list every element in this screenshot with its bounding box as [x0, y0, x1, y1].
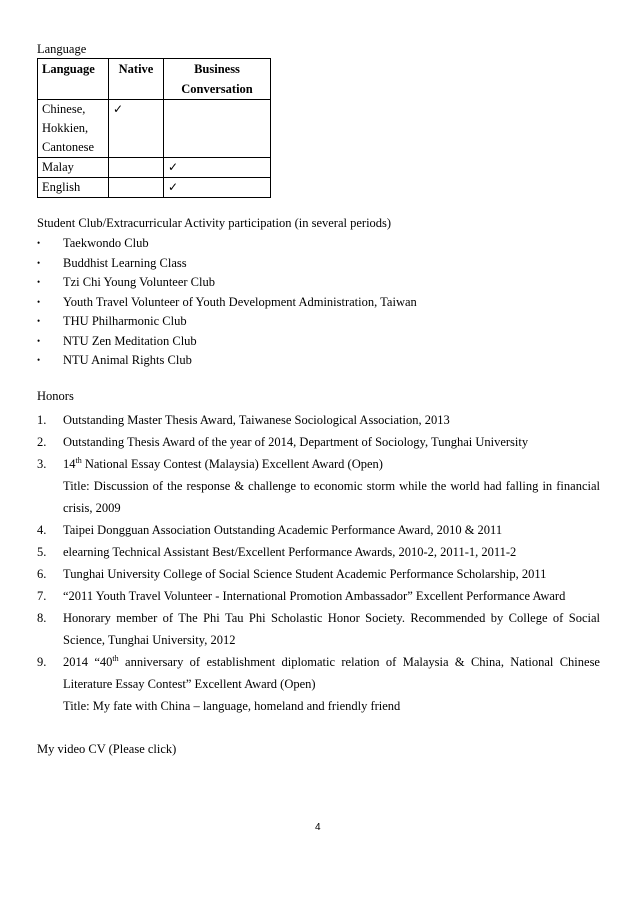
- table-header-row: [38, 59, 271, 100]
- list-item: 1. Outstanding Master Thesis Award, Taiwanese Sociological Association, 2013: [37, 413, 450, 427]
- bullet-icon: •: [37, 238, 41, 248]
- language-table: [37, 58, 271, 198]
- list-item: • Youth Travel Volunteer of Youth Development Administration, Taiwan: [37, 293, 417, 313]
- list-item: • THU Philharmonic Club: [37, 312, 417, 332]
- bullet-icon: •: [37, 257, 41, 268]
- list-item: 5. elearning Technical Assistant Best/Excellent Performance Awards, 2010-2, 2011-1, 2011-2: [37, 545, 517, 559]
- cell-native: [109, 178, 164, 198]
- clubs-list: [37, 234, 417, 371]
- video-cv-link[interactable]: My video CV (Please click): [37, 742, 177, 756]
- cell-language: Malay: [38, 158, 109, 178]
- cell-native: [109, 158, 164, 178]
- list-item: • NTU Zen Meditation Club: [37, 332, 417, 352]
- list-item: 9. 2014 “40th anniversary of establishment diplomatic relation of Malaysia & China, National Chinese Literature Essay Contest” Excellent Award (Open) Title: My fate with China – language, homeland and friendly friend: [37, 653, 600, 713]
- cell-native: [109, 100, 164, 158]
- page-number: 4: [315, 822, 321, 833]
- cell-business: [164, 178, 271, 198]
- list-item: • NTU Animal Rights Club: [37, 351, 417, 371]
- cell-business: [164, 100, 271, 158]
- check-mark-icon: ✓: [113, 102, 124, 116]
- list-item: 7. “2011 Youth Travel Volunteer - International Promotion Ambassador” Excellent Performance Award: [37, 589, 566, 603]
- honors-list: [37, 409, 600, 717]
- bullet-icon: •: [37, 355, 41, 365]
- list-item: 6. Tunghai University College of Social Science Student Academic Performance Scholarship, 2011: [37, 567, 547, 581]
- bullet-icon: •: [37, 296, 41, 307]
- cell-language: English: [38, 178, 109, 198]
- list-item: • Taekwondo Club: [37, 234, 417, 254]
- table-row: [38, 178, 271, 198]
- list-item: 4. Taipei Dongguan Association Outstanding Academic Performance Award, 2010 & 2011: [37, 523, 503, 537]
- cell-business: [164, 158, 271, 178]
- bullet-icon: •: [37, 335, 41, 346]
- check-mark-icon: ✓: [168, 160, 179, 174]
- header-language: Language: [38, 59, 109, 100]
- check-mark-icon: ✓: [168, 180, 179, 194]
- cell-language: Chinese, Hokkien, Cantonese: [38, 100, 109, 158]
- honors-heading: Honors: [37, 389, 74, 403]
- header-business-conversation: Business Conversation: [164, 59, 271, 100]
- bullet-icon: •: [37, 277, 41, 287]
- list-item: 8. Honorary member of The Phi Tau Phi Scholastic Honor Society. Recommended by College of Social Science, Tunghai University, 2012: [37, 611, 600, 647]
- table-row: [38, 158, 271, 178]
- clubs-heading: Student Club/Extracurricular Activity participation (in several periods): [37, 216, 392, 230]
- table-row: [38, 100, 271, 158]
- list-item: • Buddhist Learning Class: [37, 254, 417, 274]
- header-native: Native: [109, 59, 164, 100]
- bullet-icon: •: [37, 316, 41, 326]
- list-item: 3. 14th National Essay Contest (Malaysia) Excellent Award (Open) Title: Discussion of the response & challenge to economic storm while the world had falling in financial crisis, 2009: [37, 455, 600, 515]
- list-item: • Tzi Chi Young Volunteer Club: [37, 273, 417, 293]
- list-item: 2. Outstanding Thesis Award of the year of 2014, Department of Sociology, Tunghai University: [37, 435, 529, 449]
- language-heading: Language: [37, 42, 87, 56]
